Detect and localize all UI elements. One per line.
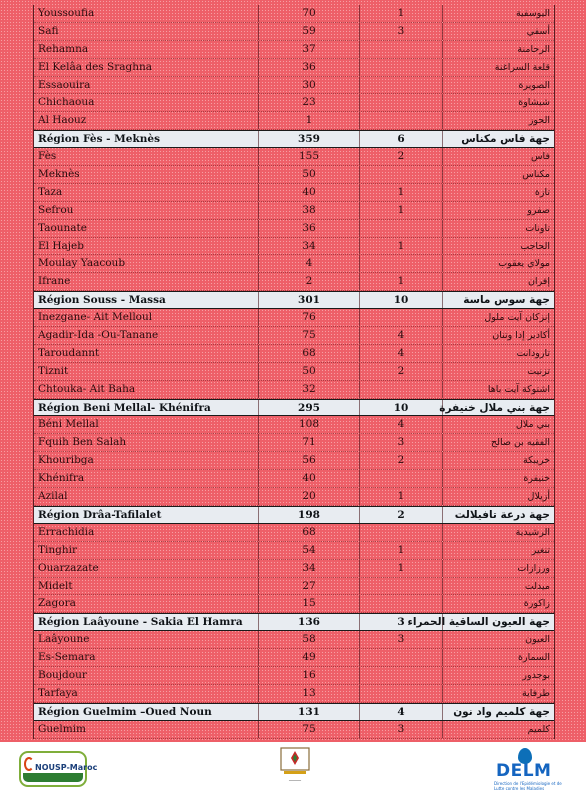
total-cell: 75 — [259, 721, 360, 738]
arabic-name-cell: إنزكان آيت ملول — [484, 312, 550, 324]
name-cell: Tiznit — [34, 363, 259, 380]
total-cell: 49 — [259, 649, 360, 666]
table-row — [34, 470, 554, 488]
count-cell: 1 — [360, 488, 443, 505]
total-cell: 34 — [259, 238, 360, 255]
arabic-name-cell: مولاي يعقوب — [498, 258, 550, 270]
total-cell: 40 — [259, 470, 360, 487]
count-cell: 1 — [360, 5, 443, 22]
arabic-name-cell: ورزازات — [517, 562, 550, 574]
table-row — [34, 166, 554, 184]
table-row — [34, 667, 554, 685]
count-cell: 1 — [360, 542, 443, 559]
region-header-row — [34, 399, 554, 417]
name-cell: Région Guelmim –Oued Noun — [34, 704, 259, 720]
arabic-name-cell: تنغير — [531, 544, 550, 556]
name-cell: Meknès — [34, 166, 259, 183]
count-cell: 2 — [360, 363, 443, 380]
total-cell: 1 — [259, 112, 360, 129]
region-header-row — [34, 291, 554, 309]
arabic-name-cell: بوجدور — [522, 669, 550, 681]
count-cell: 4 — [360, 704, 443, 720]
count-cell: 1 — [360, 238, 443, 255]
total-cell: 68 — [259, 345, 360, 362]
name-cell: Al Haouz — [34, 112, 259, 129]
count-cell — [360, 59, 443, 76]
name-cell: Khénifra — [34, 470, 259, 487]
table-row — [34, 649, 554, 667]
table-row — [34, 273, 554, 291]
total-cell: 58 — [259, 631, 360, 648]
arabic-name-cell: إفران — [527, 276, 550, 288]
arabic-name-cell: قلعة السراغنة — [494, 61, 550, 73]
arabic-name-cell: الحوز — [528, 115, 550, 127]
arabic-name-cell: السمارة — [518, 652, 550, 664]
count-cell — [360, 578, 443, 595]
count-cell — [360, 112, 443, 129]
arabic-name-cell: جهة كلميم واد نون — [453, 705, 550, 718]
table-row — [34, 59, 554, 77]
name-cell: Région Beni Mellal- Khénifra — [34, 400, 259, 416]
name-cell: Guelmim — [34, 721, 259, 738]
count-cell: 1 — [360, 273, 443, 290]
count-cell: 3 — [360, 721, 443, 738]
count-cell — [360, 94, 443, 111]
name-cell: Tinghir — [34, 542, 259, 559]
table-row — [34, 452, 554, 470]
ministry-emblem-logo — [270, 744, 320, 792]
arabic-name-cell: مكناس — [522, 169, 550, 181]
table-row — [34, 112, 554, 130]
total-cell: 155 — [259, 148, 360, 165]
total-cell: 15 — [259, 595, 360, 612]
region-header-row — [34, 130, 554, 148]
table-row — [34, 542, 554, 560]
table-row — [34, 631, 554, 649]
statistics-table — [33, 5, 555, 739]
count-cell: 3 — [360, 631, 443, 648]
total-cell: 13 — [259, 685, 360, 702]
table-row — [34, 23, 554, 41]
count-cell — [360, 381, 443, 398]
total-cell: 30 — [259, 77, 360, 94]
table-row — [34, 41, 554, 59]
count-cell — [360, 685, 443, 702]
delm-logo-text: DELM — [496, 761, 552, 781]
arabic-name-cell: تاونات — [525, 222, 550, 234]
name-cell: Midelt — [34, 578, 259, 595]
count-cell: 1 — [360, 202, 443, 219]
arabic-name-cell: جهة سوس ماسة — [463, 294, 550, 307]
footer — [0, 742, 586, 795]
name-cell: Fquih Ben Salah — [34, 434, 259, 451]
count-cell — [360, 41, 443, 58]
name-cell: Laâyoune — [34, 631, 259, 648]
logo-banner — [23, 773, 83, 782]
table-row — [34, 363, 554, 381]
name-cell: Région Drâa-Tafilalet — [34, 507, 259, 523]
name-cell: Inezgane- Ait Melloul — [34, 309, 259, 326]
arabic-name-cell: العيون — [525, 634, 550, 646]
arabic-name-cell: أسفي — [526, 25, 550, 37]
arabic-name-cell: الرشيدية — [515, 526, 550, 538]
arabic-name-cell: الفقيه بن صالح — [490, 437, 550, 449]
count-cell: 10 — [360, 292, 443, 308]
name-cell: El Kelâa des Sraghna — [34, 59, 259, 76]
table-row — [34, 524, 554, 542]
table-row — [34, 255, 554, 273]
total-cell: 75 — [259, 327, 360, 344]
table-row — [34, 434, 554, 452]
total-cell: 68 — [259, 524, 360, 541]
count-cell: 2 — [360, 452, 443, 469]
count-cell: 3 — [360, 434, 443, 451]
arabic-name-cell: ميدلت — [524, 580, 550, 592]
table-row — [34, 416, 554, 434]
name-cell: Moulay Yaacoub — [34, 255, 259, 272]
name-cell: Tarfaya — [34, 685, 259, 702]
total-cell: 76 — [259, 309, 360, 326]
nousp-logo-text: NOUSP-Maroc — [35, 763, 98, 772]
table-row — [34, 148, 554, 166]
count-cell: 1 — [360, 560, 443, 577]
total-cell: 34 — [259, 560, 360, 577]
name-cell: Taounate — [34, 220, 259, 237]
table-row — [34, 595, 554, 613]
name-cell: Ouarzazate — [34, 560, 259, 577]
table-row — [34, 345, 554, 363]
total-cell: 59 — [259, 23, 360, 40]
count-cell — [360, 77, 443, 94]
count-cell — [360, 166, 443, 183]
total-cell: 54 — [259, 542, 360, 559]
total-cell: 136 — [259, 614, 360, 630]
name-cell: Agadir-Ida -Ou-Tanane — [34, 327, 259, 344]
total-cell: 38 — [259, 202, 360, 219]
total-cell: 36 — [259, 59, 360, 76]
name-cell: El Hajeb — [34, 238, 259, 255]
count-cell: 4 — [360, 416, 443, 433]
total-cell: 70 — [259, 5, 360, 22]
name-cell: Zagora — [34, 595, 259, 612]
name-cell: Béni Mellal — [34, 416, 259, 433]
name-cell: Es-Semara — [34, 649, 259, 666]
total-cell: 2 — [259, 273, 360, 290]
name-cell: Ifrane — [34, 273, 259, 290]
arabic-name-cell: زاكورة — [523, 598, 550, 610]
table-row — [34, 220, 554, 238]
name-cell: Taza — [34, 184, 259, 201]
total-cell: 32 — [259, 381, 360, 398]
count-cell: 2 — [360, 148, 443, 165]
total-cell: 131 — [259, 704, 360, 720]
total-cell: 23 — [259, 94, 360, 111]
arabic-name-cell: أكادير إدا وتنان — [492, 330, 550, 342]
count-cell: 10 — [360, 400, 443, 416]
name-cell: Essaouira — [34, 77, 259, 94]
arabic-name-cell: كلميم — [527, 723, 550, 735]
count-cell: 6 — [360, 131, 443, 147]
arabic-name-cell: فاس — [530, 151, 550, 163]
count-cell — [360, 220, 443, 237]
arabic-name-cell: أزيلال — [527, 491, 550, 503]
table-row — [34, 578, 554, 596]
table-row — [34, 560, 554, 578]
table-row — [34, 5, 554, 23]
arabic-name-cell: جهة بني ملال خنيفرة — [439, 401, 550, 414]
count-cell — [360, 667, 443, 684]
arabic-name-cell: طرفاية — [522, 687, 550, 699]
arabic-name-cell: الرحامنة — [517, 43, 550, 55]
table-row — [34, 77, 554, 95]
total-cell: 108 — [259, 416, 360, 433]
total-cell: 198 — [259, 507, 360, 523]
table-row — [34, 381, 554, 399]
name-cell: Azilal — [34, 488, 259, 505]
count-cell — [360, 524, 443, 541]
name-cell: Région Fès - Meknès — [34, 131, 259, 147]
total-cell: 71 — [259, 434, 360, 451]
name-cell: Khouribga — [34, 452, 259, 469]
arabic-name-cell: تارودانت — [516, 347, 550, 359]
emblem-icon — [278, 746, 312, 776]
arabic-name-cell: بني ملال — [515, 419, 550, 431]
delm-logo — [492, 748, 564, 792]
total-cell: 295 — [259, 400, 360, 416]
arabic-name-cell: صفرو — [527, 204, 550, 216]
name-cell: Chtouka- Ait Baha — [34, 381, 259, 398]
total-cell: 56 — [259, 452, 360, 469]
total-cell: 36 — [259, 220, 360, 237]
arabic-name-cell: اشتوكة آيت باها — [487, 383, 550, 395]
count-cell — [360, 649, 443, 666]
table-row — [34, 238, 554, 256]
total-cell: 301 — [259, 292, 360, 308]
total-cell: 359 — [259, 131, 360, 147]
table-row — [34, 94, 554, 112]
name-cell: Sefrou — [34, 202, 259, 219]
total-cell: 4 — [259, 255, 360, 272]
total-cell: 50 — [259, 363, 360, 380]
region-header-row — [34, 703, 554, 721]
total-cell: 27 — [259, 578, 360, 595]
count-cell: 4 — [360, 327, 443, 344]
table-row — [34, 309, 554, 327]
name-cell: Taroudannt — [34, 345, 259, 362]
arabic-name-cell: خريبكة — [523, 455, 550, 467]
arabic-name-cell: جهة العيون الساقية الحمراء — [407, 616, 550, 629]
count-cell: 4 — [360, 345, 443, 362]
arabic-name-cell: تزنيت — [527, 365, 550, 377]
table-row — [34, 685, 554, 703]
count-cell — [360, 309, 443, 326]
name-cell: Safi — [34, 23, 259, 40]
count-cell — [360, 470, 443, 487]
arabic-name-cell: تازة — [534, 186, 550, 198]
total-cell: 16 — [259, 667, 360, 684]
total-cell: 40 — [259, 184, 360, 201]
delm-logo-subtext: Direction de l'Epidémiologie et de Lutte contre les Maladies — [494, 781, 562, 791]
region-header-row — [34, 613, 554, 631]
name-cell: Fès — [34, 148, 259, 165]
total-cell: 37 — [259, 41, 360, 58]
emblem-caption: ──── — [288, 778, 302, 784]
name-cell: Youssoufia — [34, 5, 259, 22]
region-header-row — [34, 506, 554, 524]
count-cell: 2 — [360, 507, 443, 523]
table-row — [34, 721, 554, 739]
table-row — [34, 184, 554, 202]
table-row — [34, 202, 554, 220]
count-cell — [360, 595, 443, 612]
count-cell: 3 — [360, 614, 443, 630]
arabic-name-cell: الصويرة — [518, 79, 550, 91]
name-cell: Région Souss - Massa — [34, 292, 259, 308]
table-row — [34, 327, 554, 345]
total-cell: 50 — [259, 166, 360, 183]
swirl-icon — [24, 757, 34, 771]
count-cell: 3 — [360, 23, 443, 40]
nousp-maroc-logo — [19, 751, 98, 787]
arabic-name-cell: خنيفرة — [523, 473, 550, 485]
total-cell: 20 — [259, 488, 360, 505]
arabic-name-cell: جهة درعة تافيلالت — [454, 508, 550, 521]
name-cell: Chichaoua — [34, 94, 259, 111]
name-cell: Région Laâyoune - Sakia El Hamra — [34, 614, 259, 630]
name-cell: Rehamna — [34, 41, 259, 58]
count-cell — [360, 255, 443, 272]
count-cell: 1 — [360, 184, 443, 201]
arabic-name-cell: جهة فاس مكناس — [461, 133, 550, 146]
table-row — [34, 488, 554, 506]
arabic-name-cell: شيشاوة — [518, 97, 550, 109]
name-cell: Boujdour — [34, 667, 259, 684]
arabic-name-cell: الحاجب — [520, 240, 550, 252]
name-cell: Errachidia — [34, 524, 259, 541]
arabic-name-cell: اليوسفية — [515, 8, 550, 19]
